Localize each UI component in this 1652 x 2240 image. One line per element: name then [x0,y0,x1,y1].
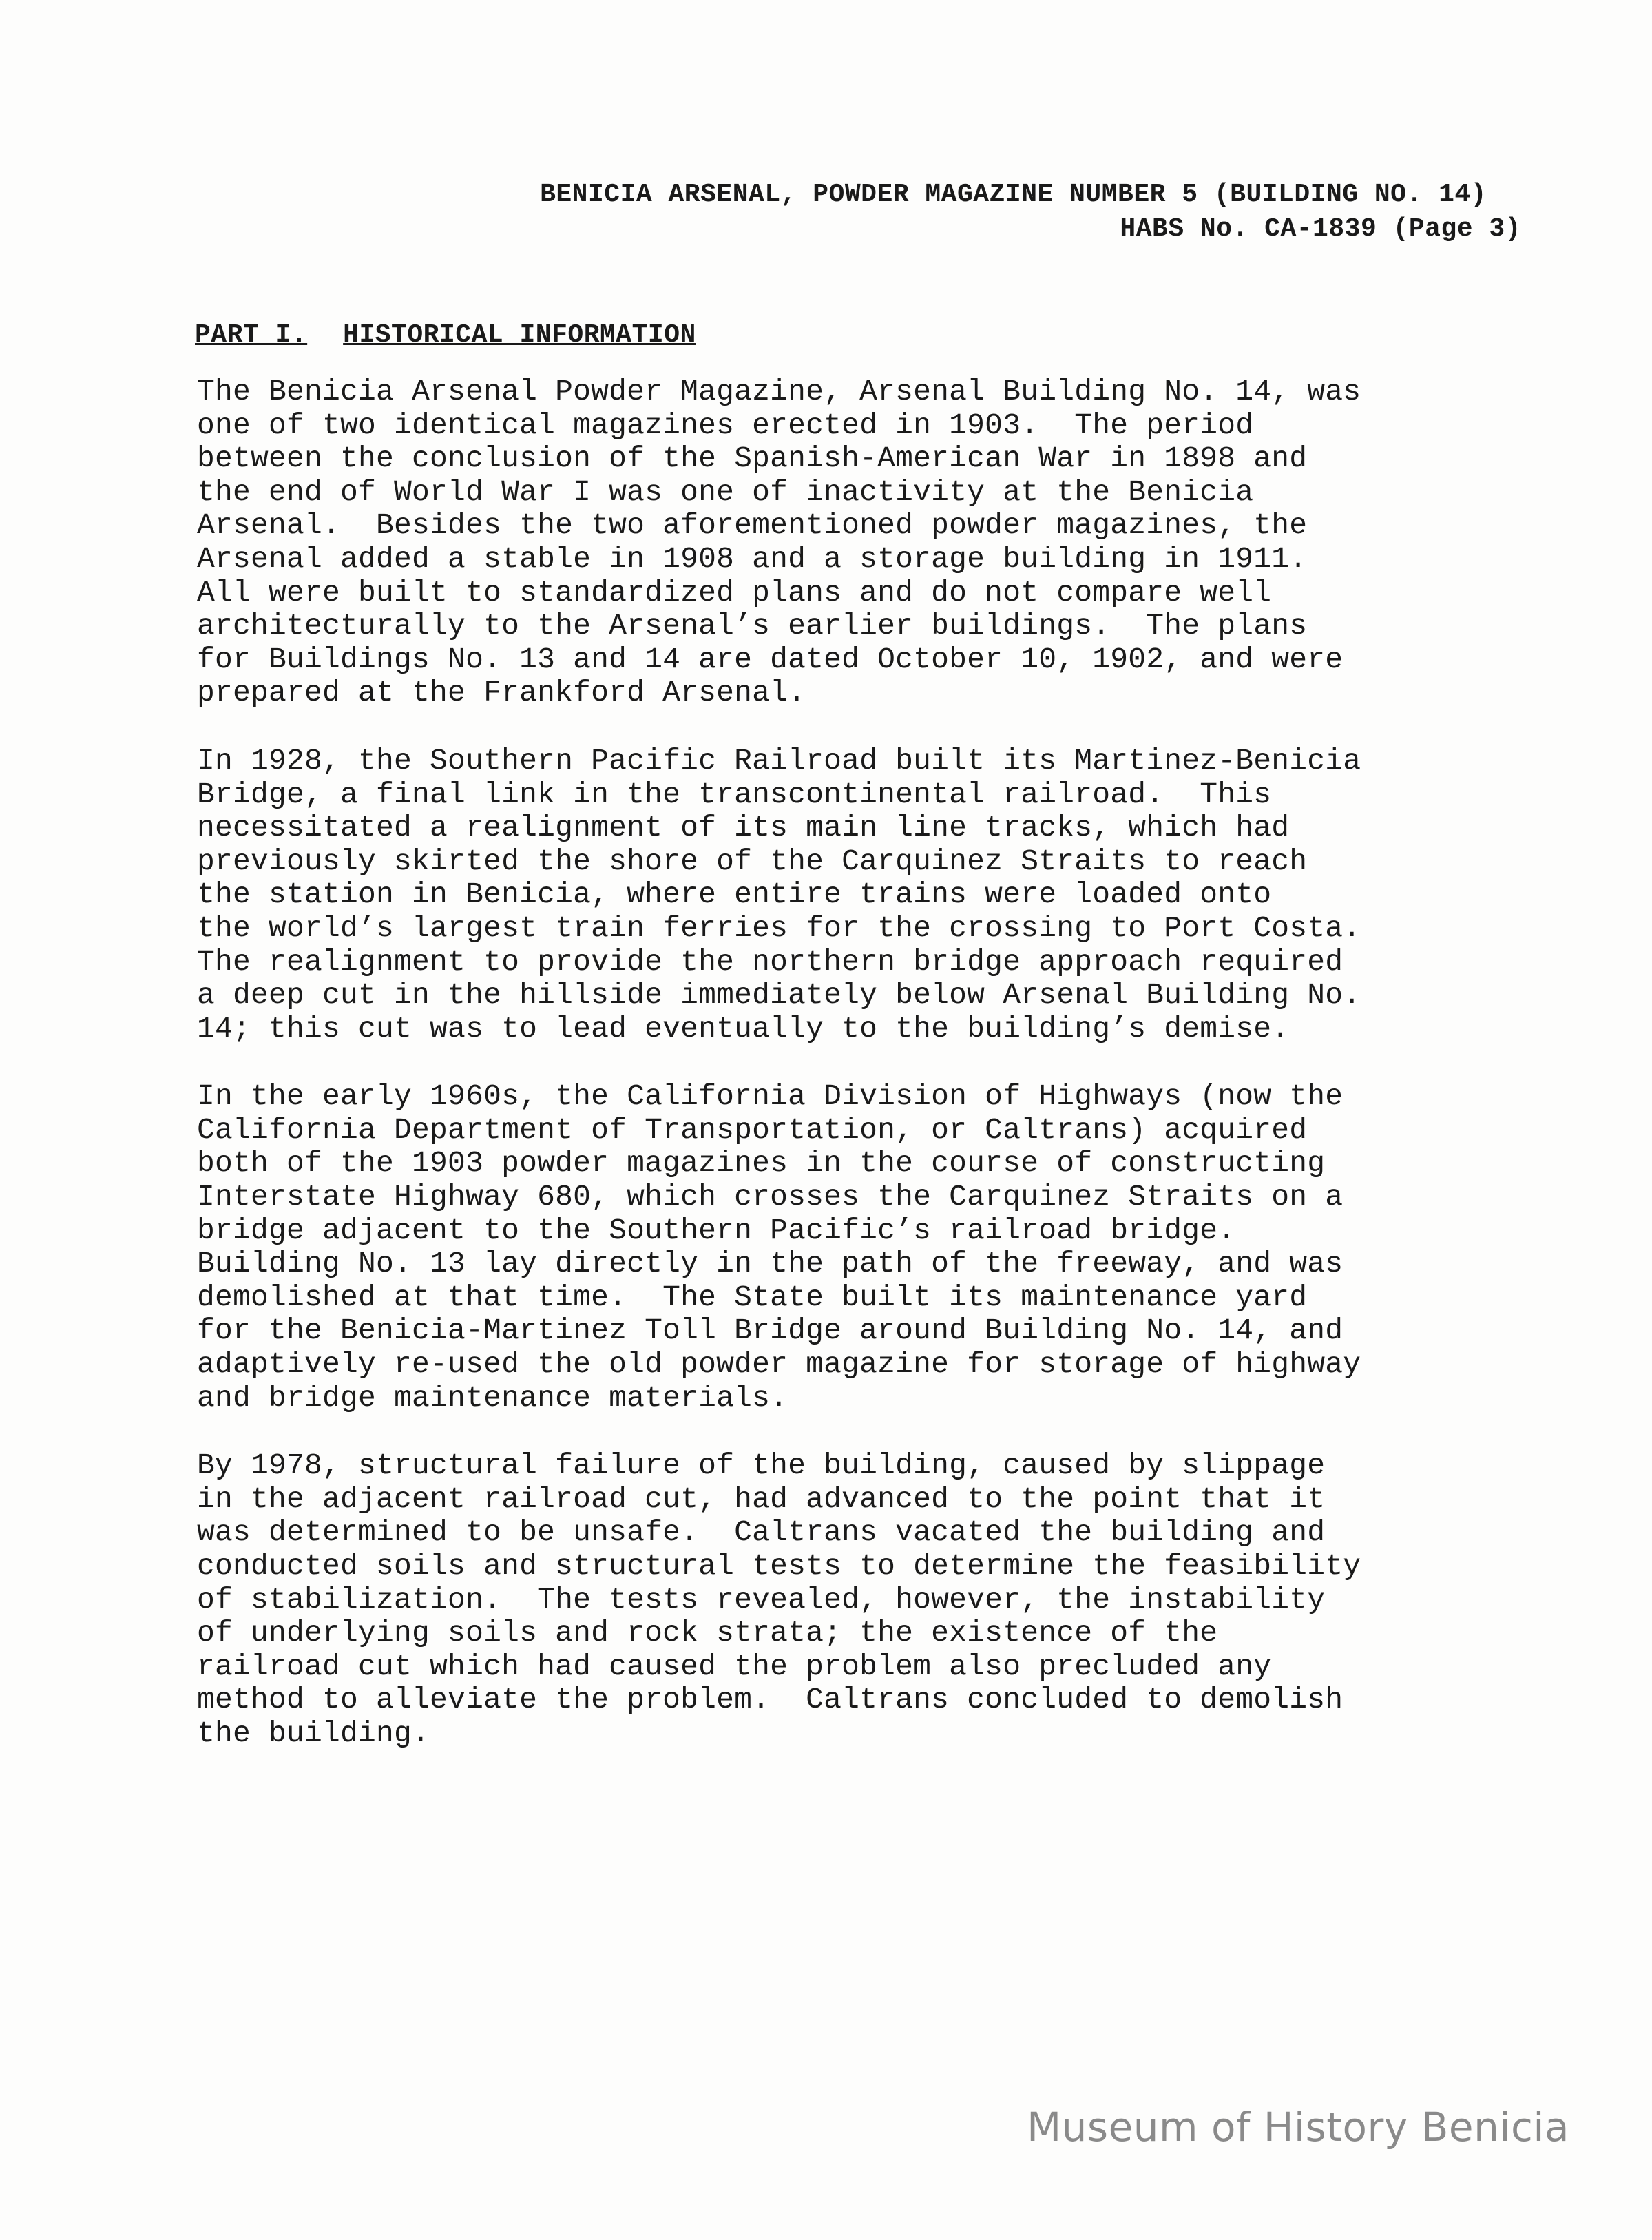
text-line: demolished at that time. The State built its maintenance yard [197,1280,1308,1314]
paragraph-2 [197,745,1547,1046]
text-line: Arsenal added a stable in 1908 and a storage building in 1911. [197,541,1308,576]
text-line: prepared at the Frankford Arsenal. [197,676,806,710]
header-title: BENICIA ARSENAL, POWDER MAGAZINE NUMBER 5 (BUILDING NO. 14) [540,180,1487,209]
paragraph-1 [197,375,1547,710]
document-header [540,178,1521,247]
text-line: one of two identical magazines erected in 1903. The period [197,408,1254,442]
text-line: was determined to be unsafe. Caltrans vacated the building and [197,1515,1326,1550]
text-line: and bridge maintenance materials. [197,1380,788,1415]
text-line: Building No. 13 lay directly in the path of the freeway, and was [197,1247,1343,1281]
text-line: adaptively re-used the old powder magazine for storage of highway [197,1347,1361,1382]
text-line: 14; this cut was to lead eventually to the building’s demise. [197,1011,1290,1046]
text-line: the building. [197,1716,430,1750]
text-line: previously skirted the shore of the Carquinez Straits to reach [197,844,1308,878]
text-line: in the adjacent railroad cut, had advanced to the point that it [197,1482,1326,1516]
text-line: The realignment to provide the northern bridge approach required [197,944,1343,979]
text-line: necessitated a realignment of its main line tracks, which had [197,811,1290,845]
text-line: method to alleviate the problem. Caltrans concluded to demolish [197,1683,1343,1717]
text-line: Bridge, a final link in the transcontinental railroad. This [197,777,1272,811]
header-habs-number: HABS No. CA-1839 (Page 3) [1120,214,1521,244]
text-line: Arsenal. Besides the two aforementioned powder magazines, the [197,508,1308,543]
text-line: both of the 1903 powder magazines in the course of constructing [197,1146,1326,1181]
text-line: between the conclusion of the Spanish-American War in 1898 and [197,442,1308,476]
text-line: conducted soils and structural tests to determine the feasibility [197,1549,1361,1583]
text-line: of underlying soils and rock strata; the existence of the [197,1616,1218,1650]
paragraph-3 [197,1080,1547,1415]
text-line: the station in Benicia, where entire trains were loaded onto [197,878,1272,912]
museum-watermark: Museum of History Benicia [1027,2104,1569,2150]
text-line: of stabilization. The tests revealed, however, the instability [197,1582,1326,1617]
section-heading [195,318,696,353]
text-line: for the Benicia-Martinez Toll Bridge around Building No. 14, and [197,1314,1343,1348]
text-line: bridge adjacent to the Southern Pacific’s railroad bridge. [197,1213,1236,1247]
paragraph-4 [197,1449,1547,1750]
text-line: the end of World War I was one of inactivity at the Benicia [197,475,1254,509]
text-line: railroad cut which had caused the problem also precluded any [197,1649,1272,1683]
text-line: Interstate Highway 680, which crosses the Carquinez Straits on a [197,1180,1343,1214]
text-line: By 1978, structural failure of the building, caused by slippage [197,1449,1326,1483]
text-line: a deep cut in the hillside immediately below Arsenal Building No. [197,978,1361,1013]
body-text [197,375,1547,1785]
text-line: California Department of Transportation, or Caltrans) acquired [197,1112,1308,1147]
text-line: In 1928, the Southern Pacific Railroad built its Martinez-Benicia [197,743,1361,778]
section-part-label: PART I. [195,320,308,350]
text-line: architecturally to the Arsenal’s earlier buildings. The plans [197,609,1308,643]
section-title: HISTORICAL INFORMATION [343,320,696,350]
text-line: The Benicia Arsenal Powder Magazine, Arsenal Building No. 14, was [197,375,1361,408]
text-line: In the early 1960s, the California Division of Highways (now the [197,1079,1343,1114]
text-line: the world’s largest train ferries for the crossing to Port Costa. [197,911,1361,945]
text-line: for Buildings No. 13 and 14 are dated October 10, 1902, and were [197,642,1343,676]
text-line: All were built to standardized plans and do not compare well [197,575,1272,610]
